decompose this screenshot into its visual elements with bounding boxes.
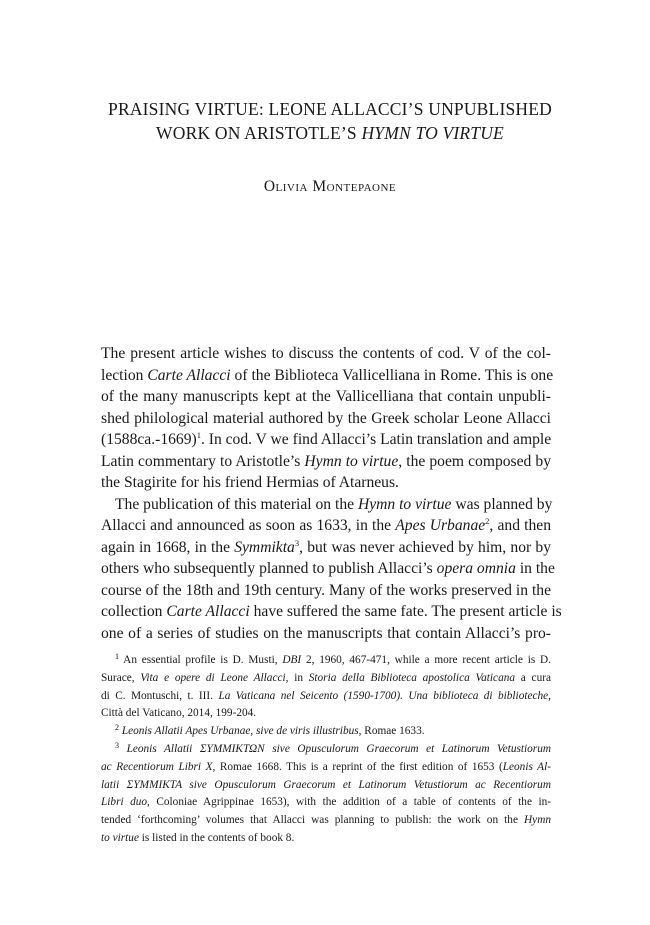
text-run: the Stagirite for his friend Hermias of Atarneus. <box>101 474 399 491</box>
text-run: lection <box>101 366 148 384</box>
footnote-1 <box>101 652 551 723</box>
italic-text: Vita e opere di Leone Allacci <box>140 671 286 684</box>
text-run: , Romae 1668. This is a reprint of the first edition of 1653 ( <box>212 760 503 773</box>
footnote-line <box>101 652 551 670</box>
text-run: tended ‘forthcoming’ volumes that Allacci was planning to publish: the work on the <box>101 814 525 827</box>
text-run: , <box>548 689 551 702</box>
title-line-2-text: WORK ON ARISTOTLE’S <box>156 123 362 143</box>
body-paragraph <box>101 494 562 645</box>
text-run: one of a series of studies on the manuscripts that contain Allacci’s pro- <box>101 624 551 642</box>
author-name: Olivia Montepaone <box>263 178 397 195</box>
footnote-ref: 1 <box>196 430 201 440</box>
italic-text: Carte Allacci <box>147 366 231 384</box>
text-run: , Coloniae Agrippinae 1653), with the addition of a table of contents of the in- <box>147 796 551 809</box>
body-text <box>101 343 562 644</box>
text-run: Allacci and announced as soon as 1633, in the <box>101 517 396 534</box>
body-line <box>101 451 551 473</box>
text-run: others who subsequently planned to publish Allacci’s <box>101 560 437 577</box>
italic-text: Storia della Biblioteca apostolica Vaticana <box>308 671 516 684</box>
italic-text: Carte Allacci <box>166 603 250 620</box>
title-line-2-italic: HYMN TO VIRTUE <box>361 123 504 143</box>
italic-text: to virtue <box>101 831 139 844</box>
footnote-line <box>101 670 551 688</box>
text-run: , Romae 1633. <box>358 725 425 738</box>
footnote-line <box>101 777 551 795</box>
italic-text: latii ΣΥΜΜΙΚΤΑ sive Opusculorum Graecorum et Latinorum Vetustiorum ac Recentiorum <box>101 778 551 791</box>
italic-text: Symmikta <box>234 538 295 556</box>
text-run: again in 1668, in the <box>101 538 235 556</box>
italic-text: Hymn to virtue <box>357 495 452 513</box>
text-run: . In cod. V we find Allacci’s Latin translation and ample <box>200 431 552 448</box>
body-line <box>101 623 551 645</box>
footnote-line <box>101 794 551 812</box>
text-run: , but was never achieved by him, nor by <box>299 538 552 556</box>
footnote-number: 2 <box>115 723 119 733</box>
footnote-line <box>101 723 551 741</box>
text-run: collection <box>101 603 167 620</box>
text-run: di C. Montuschi, t. III. <box>101 689 219 702</box>
text-run: Latin commentary to Aristotle’s <box>101 452 305 470</box>
article-title <box>80 97 580 145</box>
text-run: was planned by <box>451 495 553 513</box>
text-run: course of the 18th and 19th century. Many of the works preserved in the <box>101 581 551 599</box>
body-line <box>101 601 562 623</box>
text-run: The present article wishes to discuss the contents of cod. V of the col- <box>101 345 551 362</box>
text-run: have suffered the same fate. The present article is <box>249 603 562 620</box>
footnote-line <box>101 688 551 706</box>
text-run: The publication of this material on the <box>115 495 358 513</box>
body-line <box>101 429 551 451</box>
italic-text: Hymn to virtue <box>304 452 399 470</box>
text-run: of the Biblioteca Vallicelliana in Rome. This is one <box>230 366 554 384</box>
body-paragraph <box>101 343 554 494</box>
text-run: 2, 1960, 467-471, while a more recent article is D. <box>301 654 551 666</box>
italic-text: DBI <box>282 654 302 666</box>
footnote-2 <box>101 723 551 741</box>
text-run: (1588ca.-1669) <box>101 431 197 448</box>
body-line <box>101 494 551 516</box>
body-line <box>101 580 551 602</box>
body-line <box>101 365 554 387</box>
text-run: , in <box>285 671 309 684</box>
title-line-1: PRAISING VIRTUE: LEONE ALLACCI’S UNPUBLISHED <box>108 99 552 119</box>
footnote-line <box>101 759 551 777</box>
footnote-line <box>101 812 551 830</box>
italic-text: La Vaticana nel Seicento (1590-1700). Una biblioteca di biblioteche <box>218 689 549 702</box>
footnote-number: 3 <box>115 740 119 750</box>
italic-text: opera omnia <box>436 560 516 577</box>
text-run: a cura <box>515 671 552 684</box>
body-line <box>101 408 551 430</box>
text-run: in the <box>515 560 555 577</box>
footnote-line <box>101 705 551 723</box>
body-line <box>101 472 551 494</box>
italic-text: Leonis Allatii ΣΥΜΜΙΚΤΩΝ sive Opusculorum Graecorum et Latinorum Vetustiorum <box>126 742 551 755</box>
italic-text: Hymn <box>524 814 551 827</box>
footnote-ref: 2 <box>485 516 490 526</box>
italic-text: Libri duo <box>101 796 148 809</box>
text-run: , and then <box>489 517 552 534</box>
text-run: of the many manuscripts kept at the Vallicelliana that contain unpubli- <box>101 388 551 405</box>
body-line <box>101 386 551 408</box>
footnote-3 <box>101 741 551 848</box>
body-line <box>101 558 555 580</box>
title-line-2 <box>80 121 580 145</box>
italic-text: Leonis Al- <box>502 760 551 773</box>
italic-text: Leonis Allatii Apes Urbanae, sive de viris illustribus <box>121 725 359 738</box>
text-run: shed philological material authored by the Greek scholar Leone Allacci <box>101 409 551 427</box>
text-run: is listed in the contents of book 8. <box>138 831 295 844</box>
text-run: Città del Vaticano, 2014, 199-204. <box>101 707 257 720</box>
footnote-ref: 3 <box>294 537 300 548</box>
italic-text: Apes Urbanae <box>395 517 486 534</box>
footnote-line <box>101 830 551 848</box>
body-line <box>101 343 551 365</box>
italic-text: ac Recentiorum Libri X <box>101 760 213 773</box>
footnote-line <box>101 741 551 759</box>
text-run: Surace, <box>101 671 141 684</box>
body-line <box>101 537 551 559</box>
text-run: , the poem composed by <box>398 452 551 470</box>
footnote-number: 1 <box>115 652 119 661</box>
body-line <box>101 515 551 537</box>
footnotes <box>101 652 551 848</box>
text-run: An essential profile is D. Musti, <box>123 654 283 666</box>
